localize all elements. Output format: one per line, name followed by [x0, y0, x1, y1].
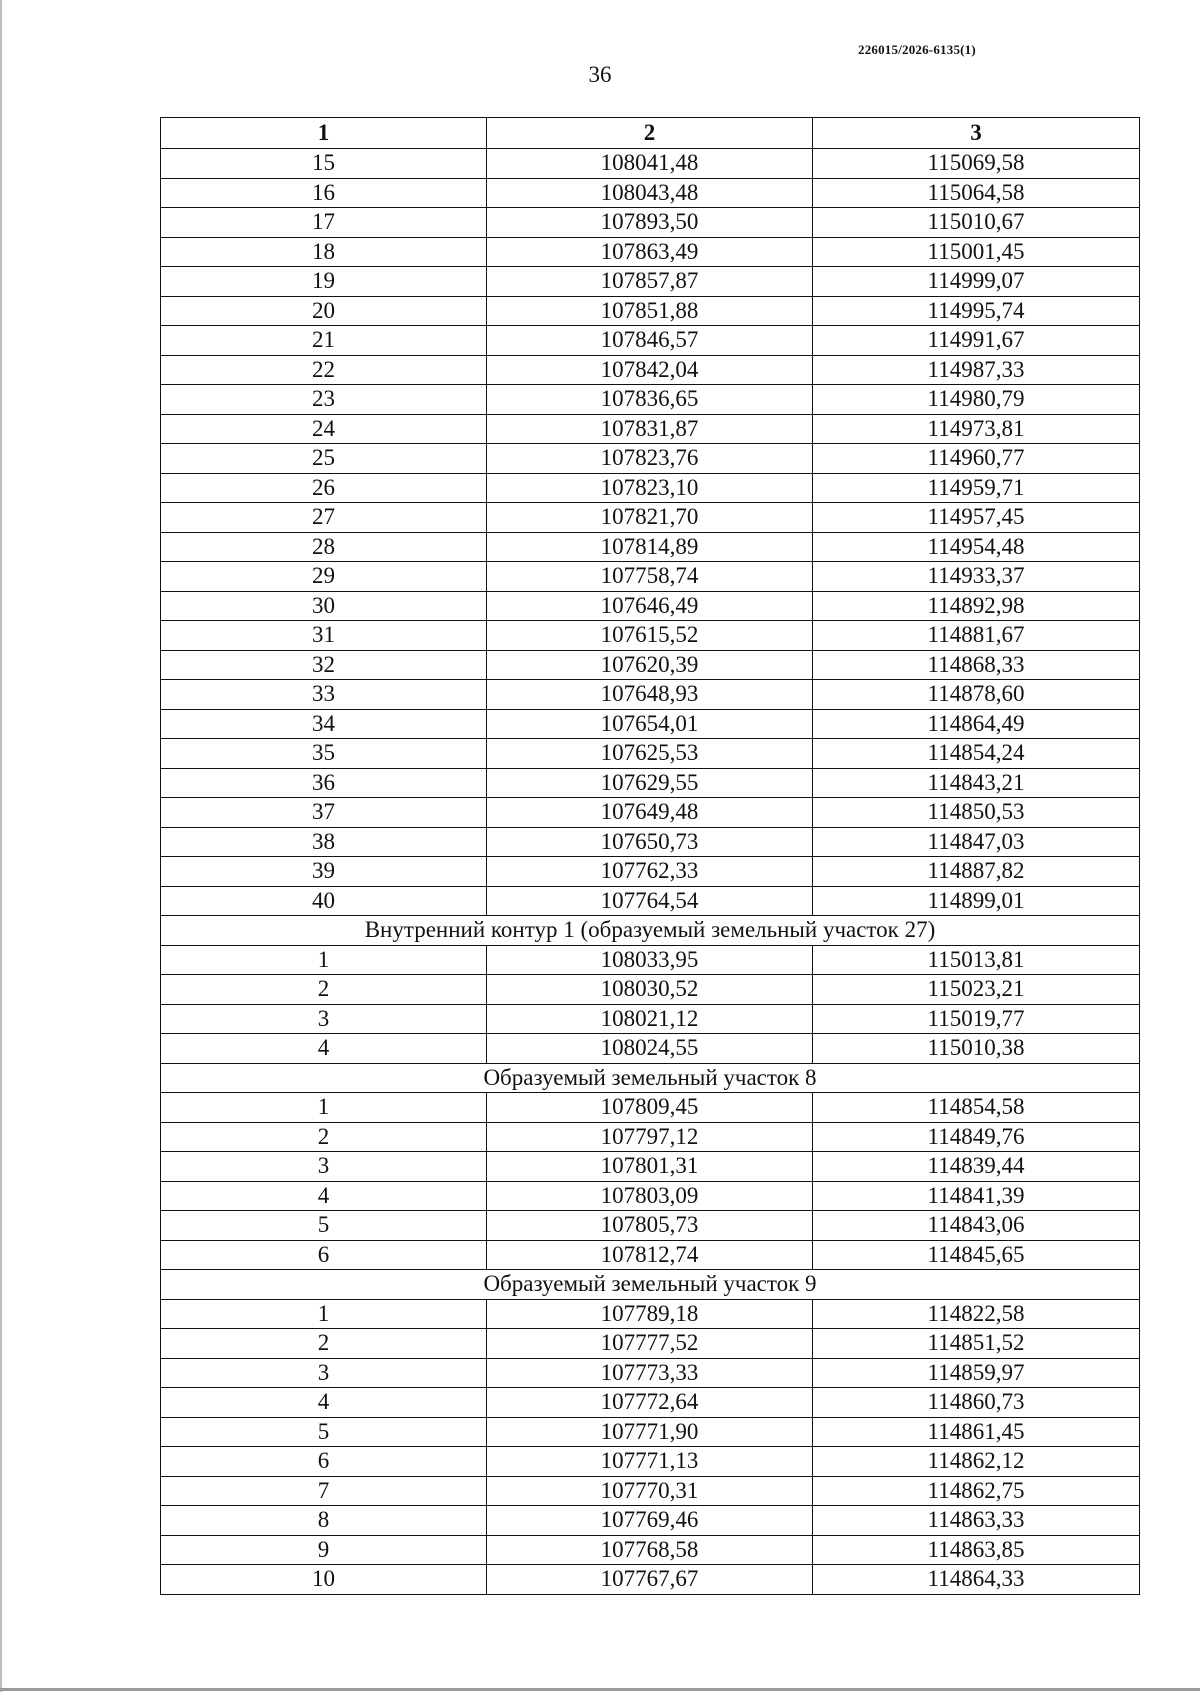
table-body: [161, 149, 1140, 1595]
x-coordinate-cell: 107770,31: [487, 1476, 813, 1506]
table-row: [161, 1358, 1140, 1388]
y-coordinate-cell: 114847,03: [813, 827, 1140, 857]
header-row: [161, 118, 1140, 149]
table-row: [161, 1506, 1140, 1536]
x-coordinate-cell: 107831,87: [487, 414, 813, 444]
y-coordinate-cell: 114850,53: [813, 798, 1140, 828]
header-col-3: 3: [813, 118, 1140, 149]
x-coordinate-cell: 107768,58: [487, 1535, 813, 1565]
y-coordinate-cell: 114863,85: [813, 1535, 1140, 1565]
y-coordinate-cell: 114892,98: [813, 591, 1140, 621]
y-coordinate-cell: 115001,45: [813, 237, 1140, 267]
x-coordinate-cell: 107654,01: [487, 709, 813, 739]
table-row: [161, 1329, 1140, 1359]
table-row: [161, 1004, 1140, 1034]
point-number-cell: 37: [161, 798, 487, 828]
x-coordinate-cell: 107821,70: [487, 503, 813, 533]
x-coordinate-cell: 107625,53: [487, 739, 813, 769]
table-row: [161, 1240, 1140, 1270]
y-coordinate-cell: 114954,48: [813, 532, 1140, 562]
x-coordinate-cell: 108041,48: [487, 149, 813, 179]
point-number-cell: 15: [161, 149, 487, 179]
x-coordinate-cell: 107615,52: [487, 621, 813, 651]
y-coordinate-cell: 115010,67: [813, 208, 1140, 238]
point-number-cell: 5: [161, 1417, 487, 1447]
x-coordinate-cell: 108024,55: [487, 1034, 813, 1064]
y-coordinate-cell: 114851,52: [813, 1329, 1140, 1359]
point-number-cell: 8: [161, 1506, 487, 1536]
point-number-cell: 31: [161, 621, 487, 651]
y-coordinate-cell: 114862,75: [813, 1476, 1140, 1506]
x-coordinate-cell: 107650,73: [487, 827, 813, 857]
table-row: [161, 355, 1140, 385]
x-coordinate-cell: 107863,49: [487, 237, 813, 267]
x-coordinate-cell: 107620,39: [487, 650, 813, 680]
x-coordinate-cell: 107771,90: [487, 1417, 813, 1447]
table-row: [161, 1535, 1140, 1565]
x-coordinate-cell: 107846,57: [487, 326, 813, 356]
y-coordinate-cell: 114843,21: [813, 768, 1140, 798]
point-number-cell: 30: [161, 591, 487, 621]
table-row: [161, 326, 1140, 356]
table-row: [161, 208, 1140, 238]
y-coordinate-cell: 114859,97: [813, 1358, 1140, 1388]
point-number-cell: 28: [161, 532, 487, 562]
x-coordinate-cell: 107842,04: [487, 355, 813, 385]
point-number-cell: 3: [161, 1152, 487, 1182]
x-coordinate-cell: 107648,93: [487, 680, 813, 710]
table-row: [161, 1093, 1140, 1123]
x-coordinate-cell: 107762,33: [487, 857, 813, 887]
x-coordinate-cell: 108030,52: [487, 975, 813, 1005]
table-header: [161, 118, 1140, 149]
x-coordinate-cell: 107801,31: [487, 1152, 813, 1182]
section-title: Образуемый земельный участок 8: [161, 1063, 1140, 1093]
scan-edge-bottom: [0, 1688, 1200, 1691]
point-number-cell: 9: [161, 1535, 487, 1565]
table-row: [161, 680, 1140, 710]
point-number-cell: 19: [161, 267, 487, 297]
point-number-cell: 36: [161, 768, 487, 798]
section-row: [161, 916, 1140, 946]
table-row: [161, 621, 1140, 651]
point-number-cell: 34: [161, 709, 487, 739]
point-number-cell: 6: [161, 1240, 487, 1270]
table-row: [161, 1152, 1140, 1182]
table-row: [161, 1034, 1140, 1064]
point-number-cell: 2: [161, 1329, 487, 1359]
table-row: [161, 444, 1140, 474]
x-coordinate-cell: 107772,64: [487, 1388, 813, 1418]
point-number-cell: 4: [161, 1388, 487, 1418]
y-coordinate-cell: 114899,01: [813, 886, 1140, 916]
x-coordinate-cell: 107646,49: [487, 591, 813, 621]
table-row: [161, 414, 1140, 444]
table-row: [161, 1476, 1140, 1506]
point-number-cell: 4: [161, 1034, 487, 1064]
y-coordinate-cell: 115023,21: [813, 975, 1140, 1005]
y-coordinate-cell: 114933,37: [813, 562, 1140, 592]
table-row: [161, 1565, 1140, 1595]
table-row: [161, 1388, 1140, 1418]
y-coordinate-cell: 115019,77: [813, 1004, 1140, 1034]
table-row: [161, 591, 1140, 621]
point-number-cell: 4: [161, 1181, 487, 1211]
y-coordinate-cell: 115069,58: [813, 149, 1140, 179]
table-row: [161, 149, 1140, 179]
x-coordinate-cell: 107771,13: [487, 1447, 813, 1477]
coordinates-table: [160, 117, 1140, 1595]
page-number: 36: [588, 62, 612, 87]
table-row: [161, 1299, 1140, 1329]
point-number-cell: 39: [161, 857, 487, 887]
table-row: [161, 709, 1140, 739]
y-coordinate-cell: 114995,74: [813, 296, 1140, 326]
section-title: Внутренний контур 1 (образуемый земельный участок 27): [161, 916, 1140, 946]
x-coordinate-cell: 107629,55: [487, 768, 813, 798]
table-row: [161, 296, 1140, 326]
x-coordinate-cell: 107777,52: [487, 1329, 813, 1359]
point-number-cell: 1: [161, 1299, 487, 1329]
y-coordinate-cell: 114980,79: [813, 385, 1140, 415]
y-coordinate-cell: 114887,82: [813, 857, 1140, 887]
x-coordinate-cell: 107814,89: [487, 532, 813, 562]
y-coordinate-cell: 114849,76: [813, 1122, 1140, 1152]
y-coordinate-cell: 114843,06: [813, 1211, 1140, 1241]
y-coordinate-cell: 114841,39: [813, 1181, 1140, 1211]
section-row: [161, 1270, 1140, 1300]
point-number-cell: 3: [161, 1004, 487, 1034]
point-number-cell: 21: [161, 326, 487, 356]
table-row: [161, 267, 1140, 297]
y-coordinate-cell: 114864,33: [813, 1565, 1140, 1595]
y-coordinate-cell: 114960,77: [813, 444, 1140, 474]
point-number-cell: 6: [161, 1447, 487, 1477]
x-coordinate-cell: 107773,33: [487, 1358, 813, 1388]
header-col-2: 2: [487, 118, 813, 149]
y-coordinate-cell: 114959,71: [813, 473, 1140, 503]
table-row: [161, 827, 1140, 857]
x-coordinate-cell: 107803,09: [487, 1181, 813, 1211]
y-coordinate-cell: 114839,44: [813, 1152, 1140, 1182]
y-coordinate-cell: 114878,60: [813, 680, 1140, 710]
x-coordinate-cell: 107769,46: [487, 1506, 813, 1536]
x-coordinate-cell: 107805,73: [487, 1211, 813, 1241]
point-number-cell: 5: [161, 1211, 487, 1241]
x-coordinate-cell: 107789,18: [487, 1299, 813, 1329]
point-number-cell: 20: [161, 296, 487, 326]
y-coordinate-cell: 115013,81: [813, 945, 1140, 975]
table-row: [161, 975, 1140, 1005]
point-number-cell: 25: [161, 444, 487, 474]
table-row: [161, 1211, 1140, 1241]
point-number-cell: 7: [161, 1476, 487, 1506]
scan-edge-left: [0, 0, 2, 1692]
x-coordinate-cell: 107823,76: [487, 444, 813, 474]
y-coordinate-cell: 114862,12: [813, 1447, 1140, 1477]
y-coordinate-cell: 114822,58: [813, 1299, 1140, 1329]
y-coordinate-cell: 114991,67: [813, 326, 1140, 356]
point-number-cell: 10: [161, 1565, 487, 1595]
section-row: [161, 1063, 1140, 1093]
point-number-cell: 26: [161, 473, 487, 503]
y-coordinate-cell: 114999,07: [813, 267, 1140, 297]
table-row: [161, 1122, 1140, 1152]
point-number-cell: 16: [161, 178, 487, 208]
point-number-cell: 3: [161, 1358, 487, 1388]
x-coordinate-cell: 108033,95: [487, 945, 813, 975]
y-coordinate-cell: 114854,58: [813, 1093, 1140, 1123]
x-coordinate-cell: 107823,10: [487, 473, 813, 503]
header-col-1: 1: [161, 118, 487, 149]
table-row: [161, 562, 1140, 592]
y-coordinate-cell: 114860,73: [813, 1388, 1140, 1418]
x-coordinate-cell: 107797,12: [487, 1122, 813, 1152]
point-number-cell: 38: [161, 827, 487, 857]
table-row: [161, 739, 1140, 769]
y-coordinate-cell: 114881,67: [813, 621, 1140, 651]
point-number-cell: 2: [161, 975, 487, 1005]
table-row: [161, 473, 1140, 503]
document-number: 226015/2026-6135(1): [858, 42, 976, 57]
y-coordinate-cell: 114957,45: [813, 503, 1140, 533]
point-number-cell: 22: [161, 355, 487, 385]
point-number-cell: 29: [161, 562, 487, 592]
y-coordinate-cell: 114864,49: [813, 709, 1140, 739]
table-row: [161, 1181, 1140, 1211]
y-coordinate-cell: 114987,33: [813, 355, 1140, 385]
table-row: [161, 798, 1140, 828]
x-coordinate-cell: 107809,45: [487, 1093, 813, 1123]
table-row: [161, 650, 1140, 680]
point-number-cell: 27: [161, 503, 487, 533]
point-number-cell: 24: [161, 414, 487, 444]
point-number-cell: 32: [161, 650, 487, 680]
table-row: [161, 385, 1140, 415]
table-row: [161, 237, 1140, 267]
table-row: [161, 1447, 1140, 1477]
x-coordinate-cell: 107851,88: [487, 296, 813, 326]
y-coordinate-cell: 114863,33: [813, 1506, 1140, 1536]
x-coordinate-cell: 107857,87: [487, 267, 813, 297]
table-row: [161, 1417, 1140, 1447]
y-coordinate-cell: 114854,24: [813, 739, 1140, 769]
section-title: Образуемый земельный участок 9: [161, 1270, 1140, 1300]
point-number-cell: 1: [161, 1093, 487, 1123]
point-number-cell: 18: [161, 237, 487, 267]
x-coordinate-cell: 107767,67: [487, 1565, 813, 1595]
x-coordinate-cell: 108021,12: [487, 1004, 813, 1034]
table-row: [161, 945, 1140, 975]
point-number-cell: 23: [161, 385, 487, 415]
x-coordinate-cell: 107893,50: [487, 208, 813, 238]
x-coordinate-cell: 107649,48: [487, 798, 813, 828]
y-coordinate-cell: 114845,65: [813, 1240, 1140, 1270]
x-coordinate-cell: 107836,65: [487, 385, 813, 415]
table-row: [161, 857, 1140, 887]
x-coordinate-cell: 107758,74: [487, 562, 813, 592]
table-row: [161, 503, 1140, 533]
y-coordinate-cell: 115010,38: [813, 1034, 1140, 1064]
point-number-cell: 2: [161, 1122, 487, 1152]
point-number-cell: 35: [161, 739, 487, 769]
point-number-cell: 33: [161, 680, 487, 710]
table-row: [161, 768, 1140, 798]
point-number-cell: 40: [161, 886, 487, 916]
table-row: [161, 532, 1140, 562]
x-coordinate-cell: 107764,54: [487, 886, 813, 916]
point-number-cell: 1: [161, 945, 487, 975]
point-number-cell: 17: [161, 208, 487, 238]
x-coordinate-cell: 107812,74: [487, 1240, 813, 1270]
y-coordinate-cell: 115064,58: [813, 178, 1140, 208]
x-coordinate-cell: 108043,48: [487, 178, 813, 208]
y-coordinate-cell: 114861,45: [813, 1417, 1140, 1447]
table-row: [161, 886, 1140, 916]
y-coordinate-cell: 114973,81: [813, 414, 1140, 444]
y-coordinate-cell: 114868,33: [813, 650, 1140, 680]
table-row: [161, 178, 1140, 208]
